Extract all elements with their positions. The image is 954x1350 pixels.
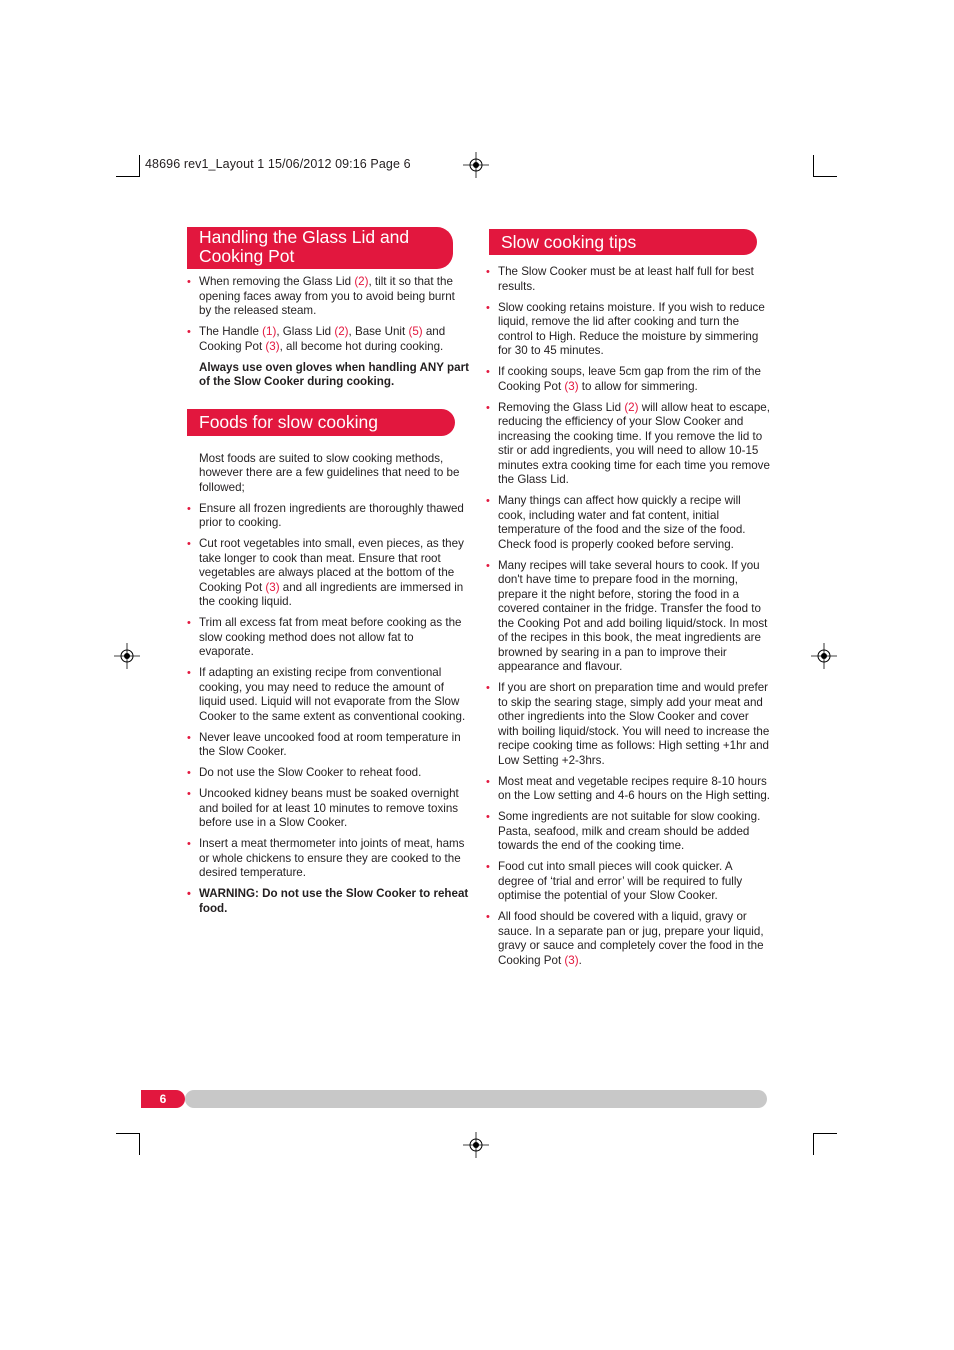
part-reference: (3)	[265, 339, 280, 353]
part-reference: (3)	[265, 580, 280, 594]
part-reference: (5)	[408, 325, 423, 338]
list-item	[486, 860, 770, 904]
item-text: and all ingredients are immersed in the cooking liquid.	[199, 580, 464, 608]
item-text: , tilt it so that the opening faces away from you to avoid being burnt by the released steam.	[199, 275, 455, 317]
item-text: Uncooked kidney beans must be soaked overnight and boiled for at least 10 minutes to remove toxins before use in a Slow Cooker.	[199, 787, 459, 829]
warning-item: • WARNING: Do not use the Slow Cooker to reheat food.	[187, 887, 469, 916]
registration-mark-icon	[463, 1132, 489, 1158]
list-item	[486, 775, 770, 804]
list-item	[486, 401, 770, 488]
item-text: Ensure all frozen ingredients are thoroughly thawed prior to cooking.	[199, 501, 464, 529]
crop-mark	[139, 155, 140, 177]
footer-bar	[141, 1090, 767, 1108]
list-item	[486, 810, 770, 854]
item-text: Many things can affect how quickly a recipe will cook, including water and fat content, initial temperature of the food and the size of the food. Check food is properly cooked before serving.	[498, 494, 746, 551]
crop-mark	[813, 1133, 814, 1155]
tips-list	[486, 265, 770, 968]
item-text: Many recipes will take several hours to cook. If you don't have time to prepare food in the morning, prepare it the night before, storing the food in a covered container in the fridge. Transfer the food to the Cooking Pot and add boiling liquid/stock. In most of the recipes in this book, the meat ingredients are browned by searing in a pan to improve their appearance and flavour.	[498, 558, 768, 673]
list-item	[187, 537, 469, 610]
crop-mark	[813, 155, 814, 177]
list-item	[187, 275, 469, 319]
part-reference: (2)	[334, 325, 349, 338]
item-text: , Glass Lid	[276, 325, 335, 338]
left-column	[187, 227, 469, 923]
registration-mark-icon	[463, 152, 489, 178]
foods-list	[187, 502, 469, 881]
crop-mark	[116, 1133, 140, 1134]
item-text: will allow heat to escape, reducing the efficiency of your Slow Cooker and increasing the cooking time. If you remove the lid to stir or add ingredients, you will need to allow 10-15 minutes extra cooking time for each time you remove the Glass Lid.	[498, 400, 770, 486]
part-reference: (1)	[262, 325, 277, 338]
item-text: to allow for simmering.	[578, 379, 698, 393]
heading-slow-cooking-tips	[489, 229, 757, 255]
heading-line: Cooking Pot	[199, 246, 295, 266]
list-item	[187, 616, 469, 660]
item-text: If adapting an existing recipe from conventional cooking, you may need to reduce the amount of liquid used. Liquid will not evaporate from the Slow Cooker to the same extent as conventional cooking.	[199, 666, 466, 723]
print-slug: 48696 rev1_Layout 1 15/06/2012 09:16 Page 6	[145, 157, 411, 171]
list-item	[187, 502, 469, 531]
item-text: Do not use the Slow Cooker to reheat food.	[199, 766, 422, 779]
list-item	[187, 787, 469, 831]
part-reference: (2)	[624, 400, 639, 414]
heading-foods-for-slow-cooking	[187, 409, 455, 436]
heading-line: Handling the Glass Lid and	[199, 227, 410, 247]
crop-mark	[813, 176, 837, 177]
list-item	[486, 301, 770, 359]
item-text: Food cut into small pieces will cook quicker. A degree of ‘trial and error’ will be required to fully optimise the potential of your Slow Cooker.	[498, 860, 743, 902]
oven-gloves-note: Always use oven gloves when handling ANY part of the Slow Cooker during cooking.	[199, 360, 469, 388]
item-text: Never leave uncooked food at room temperature in the Slow Cooker.	[199, 730, 461, 758]
right-column	[486, 229, 770, 975]
item-text: .	[578, 953, 582, 967]
item-text: If cooking soups, leave 5cm gap from the rim of the Cooking Pot	[498, 365, 761, 393]
item-text: Insert a meat thermometer into joints of meat, hams or whole chickens to ensure they are cooked to the desired temperature.	[199, 837, 465, 879]
list-item	[187, 666, 469, 724]
foods-intro: Most foods are suited to slow cooking methods, however there are a few guidelines that need to be followed;	[199, 451, 460, 494]
list-item	[486, 494, 770, 552]
item-text: If you are short on preparation time and would prefer to skip the searing stage, simply add your meat and other ingredients into the Slow Cooker and cover with boiling liquid/stock. You will need to increase the recipe cooking time as follows: High setting +1hr and Low Setting +2-3hrs.	[498, 681, 770, 767]
heading-line: Foods for slow cooking	[199, 411, 378, 432]
item-text: When removing the Glass Lid	[199, 275, 355, 288]
warning-list	[187, 887, 469, 916]
list-item	[486, 559, 770, 675]
handling-list	[187, 275, 469, 354]
item-text: Some ingredients are not suitable for slow cooking. Pasta, seafood, milk and cream should be added towards the end of the cooking time.	[498, 810, 761, 852]
heading-handling-glass-lid	[187, 227, 453, 269]
item-text: and Cooking Pot	[199, 325, 446, 353]
list-item	[486, 910, 770, 968]
item-text: Trim all excess fat from meat before cooking as the slow cooking method does not allow fat to evaporate.	[199, 616, 462, 658]
item-text: , Base Unit	[348, 325, 409, 338]
crop-mark	[813, 1133, 837, 1134]
registration-mark-icon	[114, 643, 140, 669]
item-text: Slow cooking retains moisture. If you wish to reduce liquid, remove the lid after cooking and turn the control to High. Reduce the moisture by simmering for 30 to 45 minutes.	[498, 300, 765, 357]
list-item	[187, 837, 469, 881]
list-item	[187, 731, 469, 760]
registration-mark-icon	[811, 643, 837, 669]
item-text: Cut root vegetables into small, even pieces, as they take longer to cook than meat. Ensure that root vegetables are always placed at the bottom of the Cooking Pot	[199, 537, 464, 594]
part-reference: (3)	[564, 379, 579, 393]
list-item	[486, 365, 770, 394]
item-text: Removing the Glass Lid	[498, 400, 625, 414]
item-text: All food should be covered with a liquid, gravy or sauce. In a separate pan or jug, prepare your liquid, gravy or sauce and completely cover the food in the Cooking Pot	[498, 910, 764, 967]
item-text: The Handle	[199, 325, 263, 338]
item-text: The Slow Cooker must be at least half full for best results.	[498, 265, 754, 293]
list-item	[486, 681, 770, 768]
list-item	[187, 766, 469, 781]
crop-mark	[116, 176, 140, 177]
list-item	[486, 265, 770, 294]
heading-line: Slow cooking tips	[501, 232, 637, 252]
crop-mark	[139, 1133, 140, 1155]
list-item	[187, 325, 469, 354]
footer-grey-band	[185, 1090, 767, 1108]
part-reference: (3)	[564, 953, 579, 967]
part-reference: (2)	[354, 275, 369, 288]
item-text: , all become hot during cooking.	[279, 339, 444, 353]
page-number: 6	[159, 1092, 167, 1106]
item-text: Most meat and vegetable recipes require 8-10 hours on the Low setting and 4-6 hours on the High setting.	[498, 774, 770, 802]
